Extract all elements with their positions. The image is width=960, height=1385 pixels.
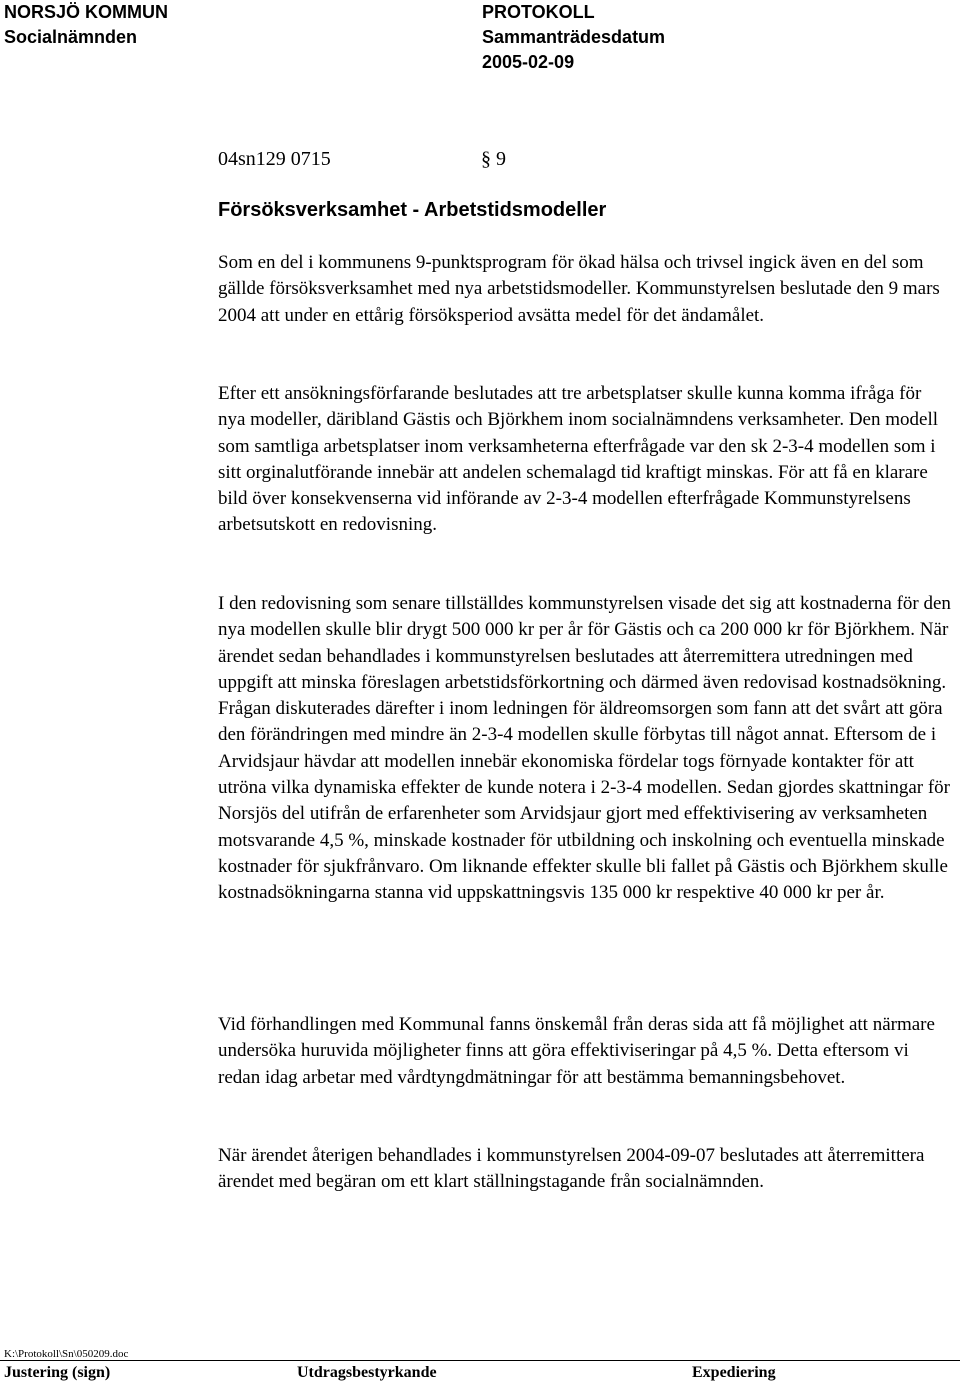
footer-expediering: Expediering	[692, 1364, 776, 1381]
meeting-date-label: Sammanträdesdatum	[482, 27, 666, 47]
paragraph-3: I den redovisning som senare tillställdes kommunstyrelsen visade det sig att kostnaderna för den nya modellen skulle blir drygt 500 000 kr per år för Gästis och ca 200 000 kr för Björkhem. När ärendet sedan behandlades i kommunstyrelsen beslutades att återremittera utredningen med uppgift att minska föreslagen arbetstidsförkortning och därmed även redovisad kostnadsökning. Frågan diskuterades därefter i inom ledningen för äldreomsorgen som fann att det svårt att göra den förändringen med mindre än 2-3-4 modellen skulle förbytas till något annat. Eftersom de i Arvidsjaur hävdar att modellen innebär ekonomiska fördelar togs förnyade kontakter för att utröna vilka dynamiska effekter de kunde notera i 2-3-4 modellen. Sedan gjordes skattningar för Norsjös del utifrån de erfarenheter som Arvidsjaur gjort med effektivisering av verksamheten motsvarande 4,5 %, minskade kostnader för utbildning och inskolning och eventuella minskade kostnader för sjukfrånvaro. Om liknande effekter skulle bli fallet på Gästis och Björkhem skulle kostnadsökningarna stanna vid uppskattningsvis 135 000 kr respektive 40 000 kr per år.	[218, 593, 951, 904]
case-line	[218, 146, 953, 172]
footer-divider	[0, 1360, 960, 1361]
header-right	[482, 0, 665, 75]
footer-utdragsbestyrkande: Utdragsbestyrkande	[297, 1364, 437, 1381]
paragraph-5: När ärendet återigen behandlades i kommunstyrelsen 2004-09-07 beslutades att återremittera ärendet med begäran om ett klart ställningstagande från socialnämnden.	[218, 1145, 925, 1193]
committee-name: Socialnämnden	[4, 27, 138, 47]
paragraph-4: Vid förhandlingen med Kommunal fanns önskemål från deras sida att få möjlighet att närmare undersöka huruvida möjligheter finns att göra effektiviseringar på 4,5 %. Detta eftersom vi redan idag arbetar med vårdtyngdmätningar för att bestämma bemanningsbehovet.	[218, 1014, 935, 1088]
municipality-name: NORSJÖ KOMMUN	[4, 2, 169, 22]
file-path: K:\Protokoll\Sn\050209.doc	[4, 1348, 129, 1360]
section-number: § 9	[481, 148, 506, 170]
document-type: PROTOKOLL	[482, 2, 595, 22]
case-number: 04sn129 0715	[218, 148, 331, 170]
paragraph-1: Som en del i kommunens 9-punktsprogram för ökad hälsa och trivsel ingick även en del som gällde försöksverksamhet med nya arbetstidsmodeller. Kommunstyrelsen beslutade den 9 mars 2004 att under en ettårig försöksperiod avsätta medel för det ändamålet.	[218, 252, 940, 326]
document-title: Försöksverksamhet - Arbetstidsmodeller	[218, 199, 607, 221]
header-left	[4, 0, 168, 50]
meeting-date: 2005-02-09	[482, 52, 575, 72]
footer-justering: Justering (sign)	[4, 1364, 111, 1381]
paragraph-2: Efter ett ansökningsförfarande beslutades att tre arbetsplatser skulle kunna komma ifråga för nya modeller, däribland Gästis och Björkhem inom socialnämndens verksamheter. Den modell som samtliga arbetsplatser inom verksamheterna efterfrågade var den sk 2-3-4 modellen som i sitt orginalutförande innebär att andelen schemalagd tid kraftigt minskas. För att få en klarare bild över konsekvenserna vid införande av 2-3-4 modellen efterfrågade Kommunstyrelsens arbetsutskott en redovisning.	[218, 383, 939, 536]
